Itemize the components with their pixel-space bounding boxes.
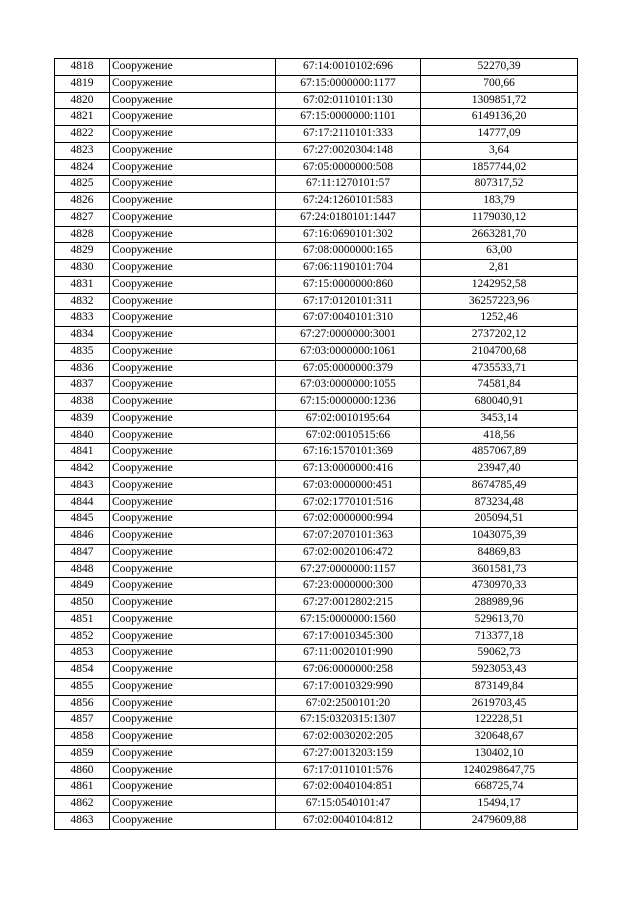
cadastral-value-cell: 183,79 <box>421 193 578 210</box>
table-row <box>55 159 578 176</box>
cadastral-number-cell: 67:15:0000000:1177 <box>276 75 421 92</box>
table-row <box>55 528 578 545</box>
object-type-cell: Сооружение <box>110 477 276 494</box>
row-number-cell: 4833 <box>55 310 110 327</box>
object-type-cell: Сооружение <box>110 159 276 176</box>
row-number-cell: 4861 <box>55 779 110 796</box>
row-number-cell: 4858 <box>55 729 110 746</box>
object-type-cell: Сооружение <box>110 260 276 277</box>
cadastral-value-cell: 5923053,43 <box>421 662 578 679</box>
table-row <box>55 762 578 779</box>
object-type-cell: Сооружение <box>110 410 276 427</box>
row-number-cell: 4843 <box>55 477 110 494</box>
cadastral-number-cell: 67:03:0000000:1061 <box>276 343 421 360</box>
object-type-cell: Сооружение <box>110 494 276 511</box>
cadastral-number-cell: 67:02:0020106:472 <box>276 544 421 561</box>
object-type-cell: Сооружение <box>110 243 276 260</box>
cadastral-number-cell: 67:17:0010329:990 <box>276 678 421 695</box>
table-row <box>55 226 578 243</box>
object-type-cell: Сооружение <box>110 360 276 377</box>
object-type-cell: Сооружение <box>110 92 276 109</box>
cadastral-number-cell: 67:06:0000000:258 <box>276 662 421 679</box>
cadastral-value-cell: 2737202,12 <box>421 327 578 344</box>
table-row <box>55 427 578 444</box>
object-type-cell: Сооружение <box>110 561 276 578</box>
row-number-cell: 4822 <box>55 126 110 143</box>
cadastral-value-cell: 63,00 <box>421 243 578 260</box>
cadastral-value-cell: 36257223,96 <box>421 293 578 310</box>
cadastral-value-cell: 8674785,49 <box>421 477 578 494</box>
row-number-cell: 4829 <box>55 243 110 260</box>
cadastral-value-cell: 873234,48 <box>421 494 578 511</box>
row-number-cell: 4834 <box>55 327 110 344</box>
object-type-cell: Сооружение <box>110 695 276 712</box>
row-number-cell: 4831 <box>55 276 110 293</box>
cadastral-value-cell: 23947,40 <box>421 461 578 478</box>
row-number-cell: 4827 <box>55 209 110 226</box>
cadastral-number-cell: 67:02:0040104:812 <box>276 812 421 829</box>
row-number-cell: 4832 <box>55 293 110 310</box>
table-row <box>55 92 578 109</box>
object-type-cell: Сооружение <box>110 762 276 779</box>
row-number-cell: 4836 <box>55 360 110 377</box>
table-row <box>55 276 578 293</box>
cadastral-number-cell: 67:16:0690101:302 <box>276 226 421 243</box>
row-number-cell: 4839 <box>55 410 110 427</box>
object-type-cell: Сооружение <box>110 628 276 645</box>
object-type-cell: Сооружение <box>110 662 276 679</box>
object-type-cell: Сооружение <box>110 611 276 628</box>
object-type-cell: Сооружение <box>110 544 276 561</box>
cadastral-number-cell: 67:15:0000000:1560 <box>276 611 421 628</box>
row-number-cell: 4862 <box>55 796 110 813</box>
cadastral-value-cell: 1240298647,75 <box>421 762 578 779</box>
cadastral-value-cell: 14777,09 <box>421 126 578 143</box>
cadastral-number-cell: 67:11:0020101:990 <box>276 645 421 662</box>
object-type-cell: Сооружение <box>110 343 276 360</box>
row-number-cell: 4840 <box>55 427 110 444</box>
row-number-cell: 4835 <box>55 343 110 360</box>
cadastral-number-cell: 67:27:0000000:3001 <box>276 327 421 344</box>
cadastral-number-cell: 67:27:0013203:159 <box>276 745 421 762</box>
table-row <box>55 243 578 260</box>
cadastral-value-cell: 59062,73 <box>421 645 578 662</box>
cadastral-value-cell: 1309851,72 <box>421 92 578 109</box>
object-type-cell: Сооружение <box>110 427 276 444</box>
table-row <box>55 494 578 511</box>
object-type-cell: Сооружение <box>110 276 276 293</box>
table-row <box>55 343 578 360</box>
object-type-cell: Сооружение <box>110 109 276 126</box>
cadastral-number-cell: 67:27:0012802:215 <box>276 595 421 612</box>
table-row <box>55 59 578 76</box>
cadastral-number-cell: 67:05:0000000:379 <box>276 360 421 377</box>
cadastral-number-cell: 67:02:0040104:851 <box>276 779 421 796</box>
row-number-cell: 4819 <box>55 75 110 92</box>
cadastral-number-cell: 67:17:2110101:333 <box>276 126 421 143</box>
cadastral-number-cell: 67:02:0010195:64 <box>276 410 421 427</box>
table-row <box>55 461 578 478</box>
row-number-cell: 4853 <box>55 645 110 662</box>
cadastral-value-cell: 130402,10 <box>421 745 578 762</box>
cadastral-value-cell: 4857067,89 <box>421 444 578 461</box>
cadastral-value-cell: 700,66 <box>421 75 578 92</box>
cadastral-number-cell: 67:14:0010102:696 <box>276 59 421 76</box>
cadastral-value-cell: 3453,14 <box>421 410 578 427</box>
row-number-cell: 4842 <box>55 461 110 478</box>
cadastral-value-cell: 122228,51 <box>421 712 578 729</box>
object-type-cell: Сооружение <box>110 59 276 76</box>
cadastral-value-cell: 2619703,45 <box>421 695 578 712</box>
row-number-cell: 4824 <box>55 159 110 176</box>
object-type-cell: Сооружение <box>110 209 276 226</box>
table-row <box>55 293 578 310</box>
table-row <box>55 327 578 344</box>
cadastral-number-cell: 67:24:0180101:1447 <box>276 209 421 226</box>
row-number-cell: 4826 <box>55 193 110 210</box>
object-type-cell: Сооружение <box>110 678 276 695</box>
cadastral-value-cell: 713377,18 <box>421 628 578 645</box>
table-row <box>55 394 578 411</box>
cadastral-number-cell: 67:02:0030202:205 <box>276 729 421 746</box>
cadastral-number-cell: 67:27:0000000:1157 <box>276 561 421 578</box>
table-row <box>55 109 578 126</box>
object-type-cell: Сооружение <box>110 327 276 344</box>
table-row <box>55 561 578 578</box>
table-row <box>55 796 578 813</box>
table-row <box>55 260 578 277</box>
object-type-cell: Сооружение <box>110 444 276 461</box>
cadastral-number-cell: 67:27:0020304:148 <box>276 142 421 159</box>
object-type-cell: Сооружение <box>110 176 276 193</box>
row-number-cell: 4854 <box>55 662 110 679</box>
row-number-cell: 4820 <box>55 92 110 109</box>
table-row <box>55 678 578 695</box>
cadastral-value-cell: 205094,51 <box>421 511 578 528</box>
row-number-cell: 4821 <box>55 109 110 126</box>
cadastral-value-cell: 418,56 <box>421 427 578 444</box>
cadastral-value-cell: 1043075,39 <box>421 528 578 545</box>
row-number-cell: 4856 <box>55 695 110 712</box>
table-row <box>55 695 578 712</box>
cadastral-number-cell: 67:11:1270101:57 <box>276 176 421 193</box>
object-type-cell: Сооружение <box>110 126 276 143</box>
object-type-cell: Сооружение <box>110 226 276 243</box>
cadastral-number-cell: 67:03:0000000:451 <box>276 477 421 494</box>
cadastral-value-cell: 74581,84 <box>421 377 578 394</box>
table-row <box>55 377 578 394</box>
object-type-cell: Сооружение <box>110 310 276 327</box>
cadastral-number-cell: 67:13:0000000:416 <box>276 461 421 478</box>
object-type-cell: Сооружение <box>110 729 276 746</box>
table-row <box>55 126 578 143</box>
cadastral-value-cell: 3,64 <box>421 142 578 159</box>
table-row <box>55 360 578 377</box>
row-number-cell: 4841 <box>55 444 110 461</box>
cadastral-value-cell: 807317,52 <box>421 176 578 193</box>
cadastral-value-cell: 3601581,73 <box>421 561 578 578</box>
cadastral-value-cell: 6149136,20 <box>421 109 578 126</box>
cadastral-number-cell: 67:15:0540101:47 <box>276 796 421 813</box>
object-type-cell: Сооружение <box>110 142 276 159</box>
row-number-cell: 4846 <box>55 528 110 545</box>
cadastral-number-cell: 67:02:2500101:20 <box>276 695 421 712</box>
object-type-cell: Сооружение <box>110 511 276 528</box>
cadastral-value-cell: 2663281,70 <box>421 226 578 243</box>
registry-table <box>54 58 578 830</box>
object-type-cell: Сооружение <box>110 812 276 829</box>
cadastral-value-cell: 2104700,68 <box>421 343 578 360</box>
object-type-cell: Сооружение <box>110 293 276 310</box>
row-number-cell: 4837 <box>55 377 110 394</box>
cadastral-number-cell: 67:02:0010515:66 <box>276 427 421 444</box>
cadastral-value-cell: 4730970,33 <box>421 578 578 595</box>
cadastral-number-cell: 67:02:0000000:994 <box>276 511 421 528</box>
row-number-cell: 4845 <box>55 511 110 528</box>
cadastral-number-cell: 67:15:0320315:1307 <box>276 712 421 729</box>
cadastral-value-cell: 529613,70 <box>421 611 578 628</box>
table-row <box>55 544 578 561</box>
object-type-cell: Сооружение <box>110 377 276 394</box>
cadastral-number-cell: 67:16:1570101:369 <box>276 444 421 461</box>
row-number-cell: 4859 <box>55 745 110 762</box>
table-row <box>55 662 578 679</box>
cadastral-value-cell: 320648,67 <box>421 729 578 746</box>
object-type-cell: Сооружение <box>110 645 276 662</box>
cadastral-number-cell: 67:02:0110101:130 <box>276 92 421 109</box>
table-row <box>55 511 578 528</box>
object-type-cell: Сооружение <box>110 595 276 612</box>
table-row <box>55 812 578 829</box>
row-number-cell: 4838 <box>55 394 110 411</box>
cadastral-value-cell: 2,81 <box>421 260 578 277</box>
cadastral-value-cell: 52270,39 <box>421 59 578 76</box>
object-type-cell: Сооружение <box>110 75 276 92</box>
row-number-cell: 4828 <box>55 226 110 243</box>
cadastral-number-cell: 67:02:1770101:516 <box>276 494 421 511</box>
cadastral-value-cell: 873149,84 <box>421 678 578 695</box>
cadastral-number-cell: 67:15:0000000:860 <box>276 276 421 293</box>
table-row <box>55 628 578 645</box>
table-row <box>55 193 578 210</box>
cadastral-number-cell: 67:07:0040101:310 <box>276 310 421 327</box>
table-row <box>55 595 578 612</box>
row-number-cell: 4830 <box>55 260 110 277</box>
table-row <box>55 444 578 461</box>
table-row <box>55 779 578 796</box>
table-row <box>55 745 578 762</box>
object-type-cell: Сооружение <box>110 796 276 813</box>
cadastral-number-cell: 67:06:1190101:704 <box>276 260 421 277</box>
cadastral-number-cell: 67:17:0010345:300 <box>276 628 421 645</box>
table-row <box>55 209 578 226</box>
table-row <box>55 410 578 427</box>
row-number-cell: 4855 <box>55 678 110 695</box>
cadastral-value-cell: 1242952,58 <box>421 276 578 293</box>
row-number-cell: 4863 <box>55 812 110 829</box>
row-number-cell: 4848 <box>55 561 110 578</box>
cadastral-number-cell: 67:23:0000000:300 <box>276 578 421 595</box>
table-row <box>55 310 578 327</box>
row-number-cell: 4844 <box>55 494 110 511</box>
row-number-cell: 4847 <box>55 544 110 561</box>
object-type-cell: Сооружение <box>110 461 276 478</box>
cadastral-number-cell: 67:17:0110101:576 <box>276 762 421 779</box>
registry-table-body <box>55 59 578 830</box>
table-row <box>55 578 578 595</box>
row-number-cell: 4818 <box>55 59 110 76</box>
cadastral-number-cell: 67:03:0000000:1055 <box>276 377 421 394</box>
object-type-cell: Сооружение <box>110 745 276 762</box>
cadastral-value-cell: 2479609,88 <box>421 812 578 829</box>
cadastral-number-cell: 67:15:0000000:1101 <box>276 109 421 126</box>
cadastral-value-cell: 288989,96 <box>421 595 578 612</box>
object-type-cell: Сооружение <box>110 578 276 595</box>
cadastral-number-cell: 67:17:0120101:311 <box>276 293 421 310</box>
cadastral-number-cell: 67:08:0000000:165 <box>276 243 421 260</box>
cadastral-value-cell: 15494,17 <box>421 796 578 813</box>
table-row <box>55 611 578 628</box>
row-number-cell: 4860 <box>55 762 110 779</box>
cadastral-value-cell: 1252,46 <box>421 310 578 327</box>
row-number-cell: 4852 <box>55 628 110 645</box>
object-type-cell: Сооружение <box>110 193 276 210</box>
cadastral-value-cell: 4735533,71 <box>421 360 578 377</box>
row-number-cell: 4851 <box>55 611 110 628</box>
table-row <box>55 729 578 746</box>
cadastral-value-cell: 1857744,02 <box>421 159 578 176</box>
object-type-cell: Сооружение <box>110 779 276 796</box>
table-row <box>55 645 578 662</box>
cadastral-value-cell: 84869,83 <box>421 544 578 561</box>
row-number-cell: 4857 <box>55 712 110 729</box>
cadastral-number-cell: 67:24:1260101:583 <box>276 193 421 210</box>
cadastral-number-cell: 67:07:2070101:363 <box>276 528 421 545</box>
object-type-cell: Сооружение <box>110 712 276 729</box>
table-row <box>55 142 578 159</box>
cadastral-value-cell: 1179030,12 <box>421 209 578 226</box>
object-type-cell: Сооружение <box>110 394 276 411</box>
cadastral-value-cell: 668725,74 <box>421 779 578 796</box>
object-type-cell: Сооружение <box>110 528 276 545</box>
table-row <box>55 176 578 193</box>
row-number-cell: 4823 <box>55 142 110 159</box>
row-number-cell: 4850 <box>55 595 110 612</box>
table-row <box>55 477 578 494</box>
table-row <box>55 75 578 92</box>
row-number-cell: 4825 <box>55 176 110 193</box>
table-row <box>55 712 578 729</box>
cadastral-value-cell: 680040,91 <box>421 394 578 411</box>
cadastral-number-cell: 67:05:0000000:508 <box>276 159 421 176</box>
row-number-cell: 4849 <box>55 578 110 595</box>
cadastral-number-cell: 67:15:0000000:1236 <box>276 394 421 411</box>
